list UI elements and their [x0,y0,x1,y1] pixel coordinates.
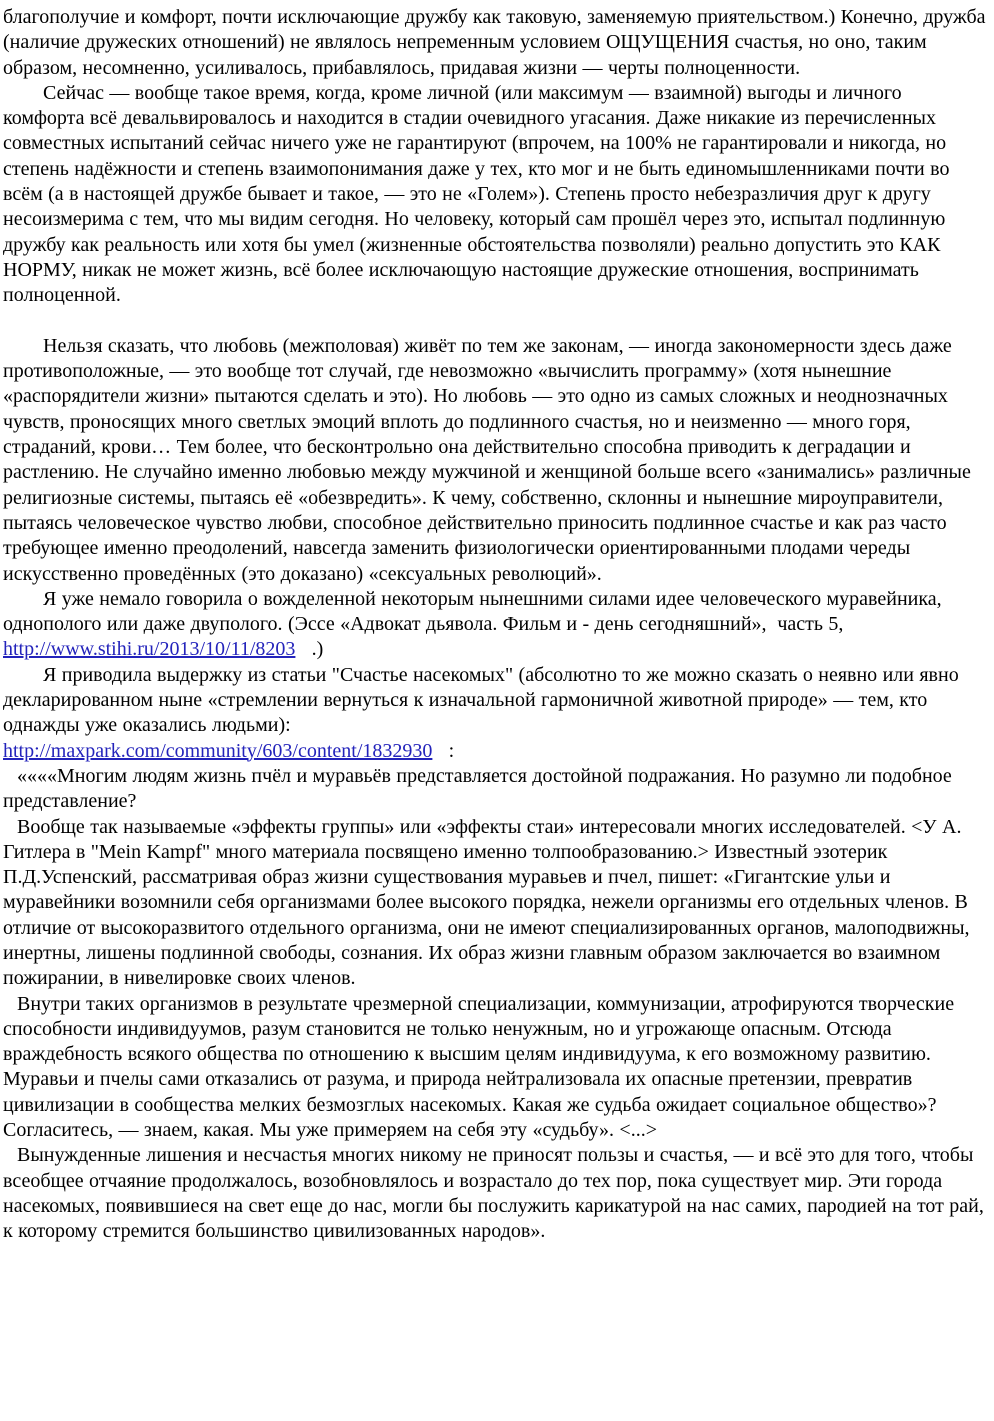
paragraph [3,637,988,662]
text-run: Вынужденные лишения и несчастья многих никому не приносят пользы и счастья, — и всё это для того, чтобы всеобщее отчаяние продолжалось, возобновлялось и возрастало до тех пор, пока существует мир. Эти города насекомых, появившиеся на свет еще до нас, могли бы послужить карикатурой на нас самих, пародией на тот рай, к которому стремится большинство цивилизованных народов». [3,1144,990,1243]
paragraph [3,587,988,638]
document-body [3,5,991,1245]
paragraph [3,1143,988,1244]
text-run: Я приводила выдержку из статьи "Счастье насекомых" (абсолютно то же можно сказать о неявно или явно декларированном ныне «стремлении вернуться к изначальной гармоничной животной природе» — тем, кто однажды уже оказались людьми): [3,663,965,737]
text-run: Внутри таких организмов в результате чрезмерной специализации, коммунизации, атрофируются творческие способности индивидуумов, разум становится не только ненужным, но и угрожающе опасным. Отсюда враждебность всякого общества по отношению к высшим целям индивидуума, к его возможному развитию. Муравьи и пчелы сами отказались от разума, и природа нейтрализовала их опасные претензии, превратив цивилизации в сообщества мелких безмозглых насекомых. Какая же судьба ожидает социальное общество»? Согласитесь, — знаем, какая. Мы уже примеряем на себя эту «судьбу». <...> [3,992,960,1142]
text-run: благополучие и комфорт, почти исключающие дружбу как таковую, заменяемую приятельством.) Конечно, дружба (наличие дружеских отношений) не являлось непременным условием ОЩУЩЕНИЯ счастья, но оно, таким образом, несомненно, усиливалось, прибавлялось, придавая жизни — черты полноценности. [3,6,991,79]
paragraph [3,739,988,764]
paragraph [3,992,988,1144]
text-run: Я уже немало говорила о вожделенной некоторым нынешними силами идее человеческого муравейника, однополого или даже двуполого. (Эссе «Адвокат дьявола. Фильм и - день сегодняшний», часть 5, [3,587,948,636]
text-run: : [432,739,455,762]
text-run: Сейчас — вообще такое время, когда, кроме личной (или максимум — взаимной) выгоды и личного комфорта всё девальвировалось и находится в стадии очевидного угасания. Даже никакие из перечисленных совместных испытаний сейчас ничего уже не гарантируют (впрочем, на 100% не гарантировали и никогда, но степень надёжности и степень взаимопонимания даже у тех, кто мог и не быть единомышленниками почти во всём (а в настоящей дружбе бывает и такое, — это не «Голем»). Степень просто небезразличия друг к другу несоизмерима с тем, что мы видим сегодня. Но человеку, который сам прошёл через это, испытал подлинную дружбу как реальность или хотя бы умел (жизненные обстоятельства позволяли) реально допустить это КАК НОРМУ, никак не может жизнь, всё более исключающую настоящие дружеские отношения, воспринимать полноценной. [3,81,955,307]
blank-line [3,309,988,334]
text-run: ««««Многим людям жизнь пчёл и муравьёв представляется достойной подражания. Но разумно ли подобное представление? [3,764,958,813]
hyperlink[interactable]: http://maxpark.com/community/603/content/1832930 [3,739,433,762]
paragraph [3,5,991,81]
text-run: Вообще так называемые «эффекты группы» или «эффекты стаи» интересовали многих исследователей. <У А. Гитлера в "Mein Kampf" много материала посвящено именно толпообразованию.> Известный эзотерик П.Д.Успенский, рассматривая образ жизни существования муравьев и пчел, пишет: «Гигантские ульи и муравейники возомнили себя организмами более высокого порядка, нежели организмы его отдельных членов. В отличие от высокоразвитого отдельного организма, они не имеют специализированных органов, малоподвижны, инертны, лишены подлинной свободы, сознания. Их образ жизни главным образом заключается во взаимном пожирании, в нивелировке своих членов. [3,815,975,990]
paragraph [3,663,988,739]
text-run: .) [295,638,324,661]
paragraph [3,334,988,587]
paragraph [3,764,988,815]
paragraph [3,815,988,992]
text-run: Нельзя сказать, что любовь (межполовая) живёт по тем же законам, — иногда закономерности здесь даже противоположные, — это вообще тот случай, где невозможно «вычислить программу» (хотя нынешние «распорядители жизни» пытаются сделать и это). Но любовь — это одно из самых сложных и неоднозначных чувств, проносящих много светлых эмоций вплоть до подлинного счастья, но и неизменно — много горя, страданий, крови… Тем более, что бесконтрольно она действительно способна приводить к деградации и растлению. Не случайно именно любовью между мужчиной и женщиной больше всего «занимались» различные религиозные системы, пытаясь её «обезвредить». К чему, собственно, склонны и нынешние мироуправители, пытаясь человеческое чувство любви, способное действительно приносить подлинное счастье и как раз часто требующее именно преодолений, навсегда заменить физиологически ориентированными плодами череды искусственно проведённых (это доказано) «сексуальных революций». [3,334,977,585]
paragraph [3,81,988,309]
hyperlink[interactable]: http://www.stihi.ru/2013/10/11/8203 [3,638,296,661]
